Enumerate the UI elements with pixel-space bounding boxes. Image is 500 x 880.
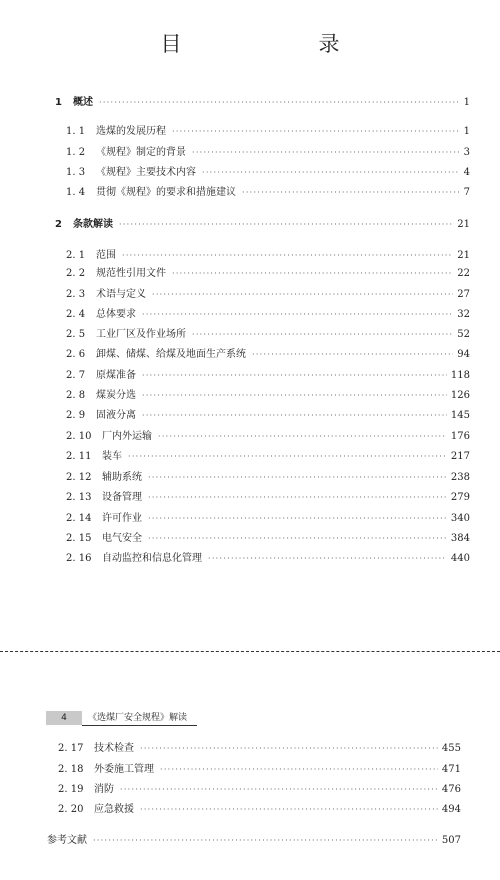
toc-number: 2. 5 [66, 329, 86, 340]
toc-label: 装车 [102, 451, 122, 462]
toc-number: 2. 4 [66, 309, 86, 320]
toc-number: 2. 17 [58, 743, 84, 754]
leader-dots [158, 430, 447, 444]
toc-number: 1. 3 [66, 167, 86, 178]
toc-page: 340 [450, 513, 470, 524]
toc-entry[interactable] [66, 146, 470, 160]
toc-label: 术语与定义 [96, 289, 146, 300]
running-header [46, 711, 197, 725]
page-title: 目 录 [160, 32, 398, 56]
toc-page: 176 [450, 431, 470, 442]
toc-page: 145 [450, 410, 470, 421]
toc-label: 《规程》制定的背景 [96, 147, 186, 158]
leader-dots [142, 389, 447, 403]
toc-label: 自动监控和信息化管理 [102, 553, 202, 564]
toc-page: 217 [450, 451, 470, 462]
toc-page: 4 [463, 167, 470, 178]
toc-page: 32 [457, 309, 470, 320]
page-break-divider [0, 651, 500, 652]
toc-entry[interactable] [58, 763, 461, 777]
toc-page: 507 [441, 835, 461, 846]
toc-entry[interactable] [66, 409, 470, 423]
toc-label: 工业厂区及作业场所 [96, 329, 186, 340]
toc-label: 应急救援 [94, 804, 134, 815]
leader-dots [152, 288, 453, 302]
toc-number: 2. 6 [66, 349, 86, 360]
toc-page: 52 [457, 329, 470, 340]
toc-page: 494 [441, 804, 461, 815]
toc-entry[interactable] [58, 783, 461, 797]
toc-number: 2. 7 [66, 370, 86, 381]
toc-entry[interactable] [66, 552, 470, 566]
leader-dots [142, 369, 447, 383]
toc-page: 27 [457, 289, 470, 300]
toc-references[interactable] [47, 834, 461, 848]
toc-number: 2. 12 [66, 472, 92, 483]
toc-entry[interactable] [66, 389, 470, 403]
toc-entry[interactable] [58, 803, 461, 817]
toc-entry[interactable] [66, 249, 470, 263]
leader-dots [148, 532, 447, 546]
toc-label: 范围 [96, 250, 116, 261]
toc-label: 概述 [73, 97, 93, 108]
toc-page: 94 [457, 349, 470, 360]
leader-dots [93, 834, 438, 848]
toc-label: 许可作业 [102, 513, 142, 524]
toc-entry[interactable] [66, 267, 470, 281]
toc-number: 2. 10 [66, 431, 92, 442]
header-page-number: 4 [46, 711, 82, 725]
toc-label: 《规程》主要技术内容 [96, 167, 196, 178]
toc-number: 2. 3 [66, 289, 86, 300]
leader-dots [242, 186, 460, 200]
toc-label: 厂内外运输 [102, 431, 152, 442]
toc-page: 455 [441, 743, 461, 754]
toc-chapter-1[interactable] [55, 96, 470, 110]
toc-label: 技术检查 [94, 743, 134, 754]
toc-page: 440 [450, 553, 470, 564]
toc-entry[interactable] [66, 491, 470, 505]
toc-page: 21 [457, 219, 470, 230]
toc-entry[interactable] [66, 369, 470, 383]
toc-label: 参考文献 [47, 835, 87, 846]
toc-entry[interactable] [66, 430, 470, 444]
toc-number: 2. 14 [66, 513, 92, 524]
toc-label: 条款解读 [73, 219, 113, 230]
toc-number: 2. 1 [66, 250, 86, 261]
header-book-title: 《选煤厂安全规程》解读 [82, 711, 197, 726]
toc-label: 外委施工管理 [94, 764, 154, 775]
toc-page: 3 [463, 147, 470, 158]
leader-dots [140, 742, 438, 756]
toc-page: 118 [450, 370, 470, 381]
toc-number: 2. 15 [66, 533, 92, 544]
toc-entry[interactable] [58, 742, 461, 756]
toc-label: 卸煤、储煤、给煤及地面生产系统 [96, 349, 246, 360]
toc-page: 471 [441, 764, 461, 775]
toc-label: 辅助系统 [102, 472, 142, 483]
toc-page: 126 [450, 390, 470, 401]
leader-dots [140, 803, 438, 817]
leader-dots [148, 512, 447, 526]
toc-label: 规范性引用文件 [96, 268, 166, 279]
leader-dots [172, 125, 460, 139]
leader-dots [142, 409, 447, 423]
toc-entry[interactable] [66, 348, 470, 362]
leader-dots [172, 267, 453, 281]
toc-label: 电气安全 [102, 533, 142, 544]
toc-label: 原煤准备 [96, 370, 136, 381]
toc-number: 1 [55, 97, 62, 108]
leader-dots [99, 96, 460, 110]
toc-entry[interactable] [66, 125, 470, 139]
leader-dots [192, 328, 453, 342]
toc-label: 煤炭分选 [96, 390, 136, 401]
toc-entry[interactable] [66, 471, 470, 485]
toc-entry[interactable] [66, 450, 470, 464]
toc-page: 476 [441, 784, 461, 795]
toc-label: 选煤的发展历程 [96, 126, 166, 137]
toc-number: 2. 20 [58, 804, 84, 815]
toc-number: 1. 2 [66, 147, 86, 158]
toc-entry[interactable] [66, 288, 470, 302]
toc-entry[interactable] [66, 532, 470, 546]
leader-dots [120, 783, 438, 797]
toc-page: 279 [450, 492, 470, 503]
toc-page: 1 [463, 126, 470, 137]
leader-dots [192, 146, 460, 160]
toc-number: 2. 19 [58, 784, 84, 795]
toc-number: 2. 18 [58, 764, 84, 775]
leader-dots [252, 348, 453, 362]
toc-number: 2. 9 [66, 410, 86, 421]
toc-entry[interactable] [66, 512, 470, 526]
toc-label: 总体要求 [96, 309, 136, 320]
leader-dots [202, 166, 460, 180]
leader-dots [148, 491, 447, 505]
toc-entry[interactable] [66, 166, 470, 180]
toc-entry[interactable] [66, 328, 470, 342]
toc-page: 7 [463, 187, 470, 198]
toc-page: 1 [463, 97, 470, 108]
toc-page: 21 [457, 250, 470, 261]
toc-chapter-2[interactable] [55, 218, 470, 232]
leader-dots [148, 471, 447, 485]
toc-page: 238 [450, 472, 470, 483]
toc-page: 22 [457, 268, 470, 279]
leader-dots [142, 308, 453, 322]
toc-number: 2. 2 [66, 268, 86, 279]
toc-entry[interactable] [66, 308, 470, 322]
toc-page: 384 [450, 533, 470, 544]
toc-number: 2. 8 [66, 390, 86, 401]
leader-dots [128, 450, 447, 464]
leader-dots [208, 552, 447, 566]
leader-dots [122, 249, 453, 263]
leader-dots [119, 218, 453, 232]
toc-number: 1. 4 [66, 187, 86, 198]
toc-label: 消防 [94, 784, 114, 795]
toc-label: 贯彻《规程》的要求和措施建议 [96, 187, 236, 198]
toc-number: 2 [55, 219, 62, 230]
toc-number: 2. 16 [66, 553, 92, 564]
toc-number: 1. 1 [66, 126, 86, 137]
toc-number: 2. 11 [66, 451, 92, 462]
toc-label: 设备管理 [102, 492, 142, 503]
toc-label: 固液分离 [96, 410, 136, 421]
leader-dots [160, 763, 438, 777]
toc-number: 2. 13 [66, 492, 92, 503]
toc-entry[interactable] [66, 186, 470, 200]
